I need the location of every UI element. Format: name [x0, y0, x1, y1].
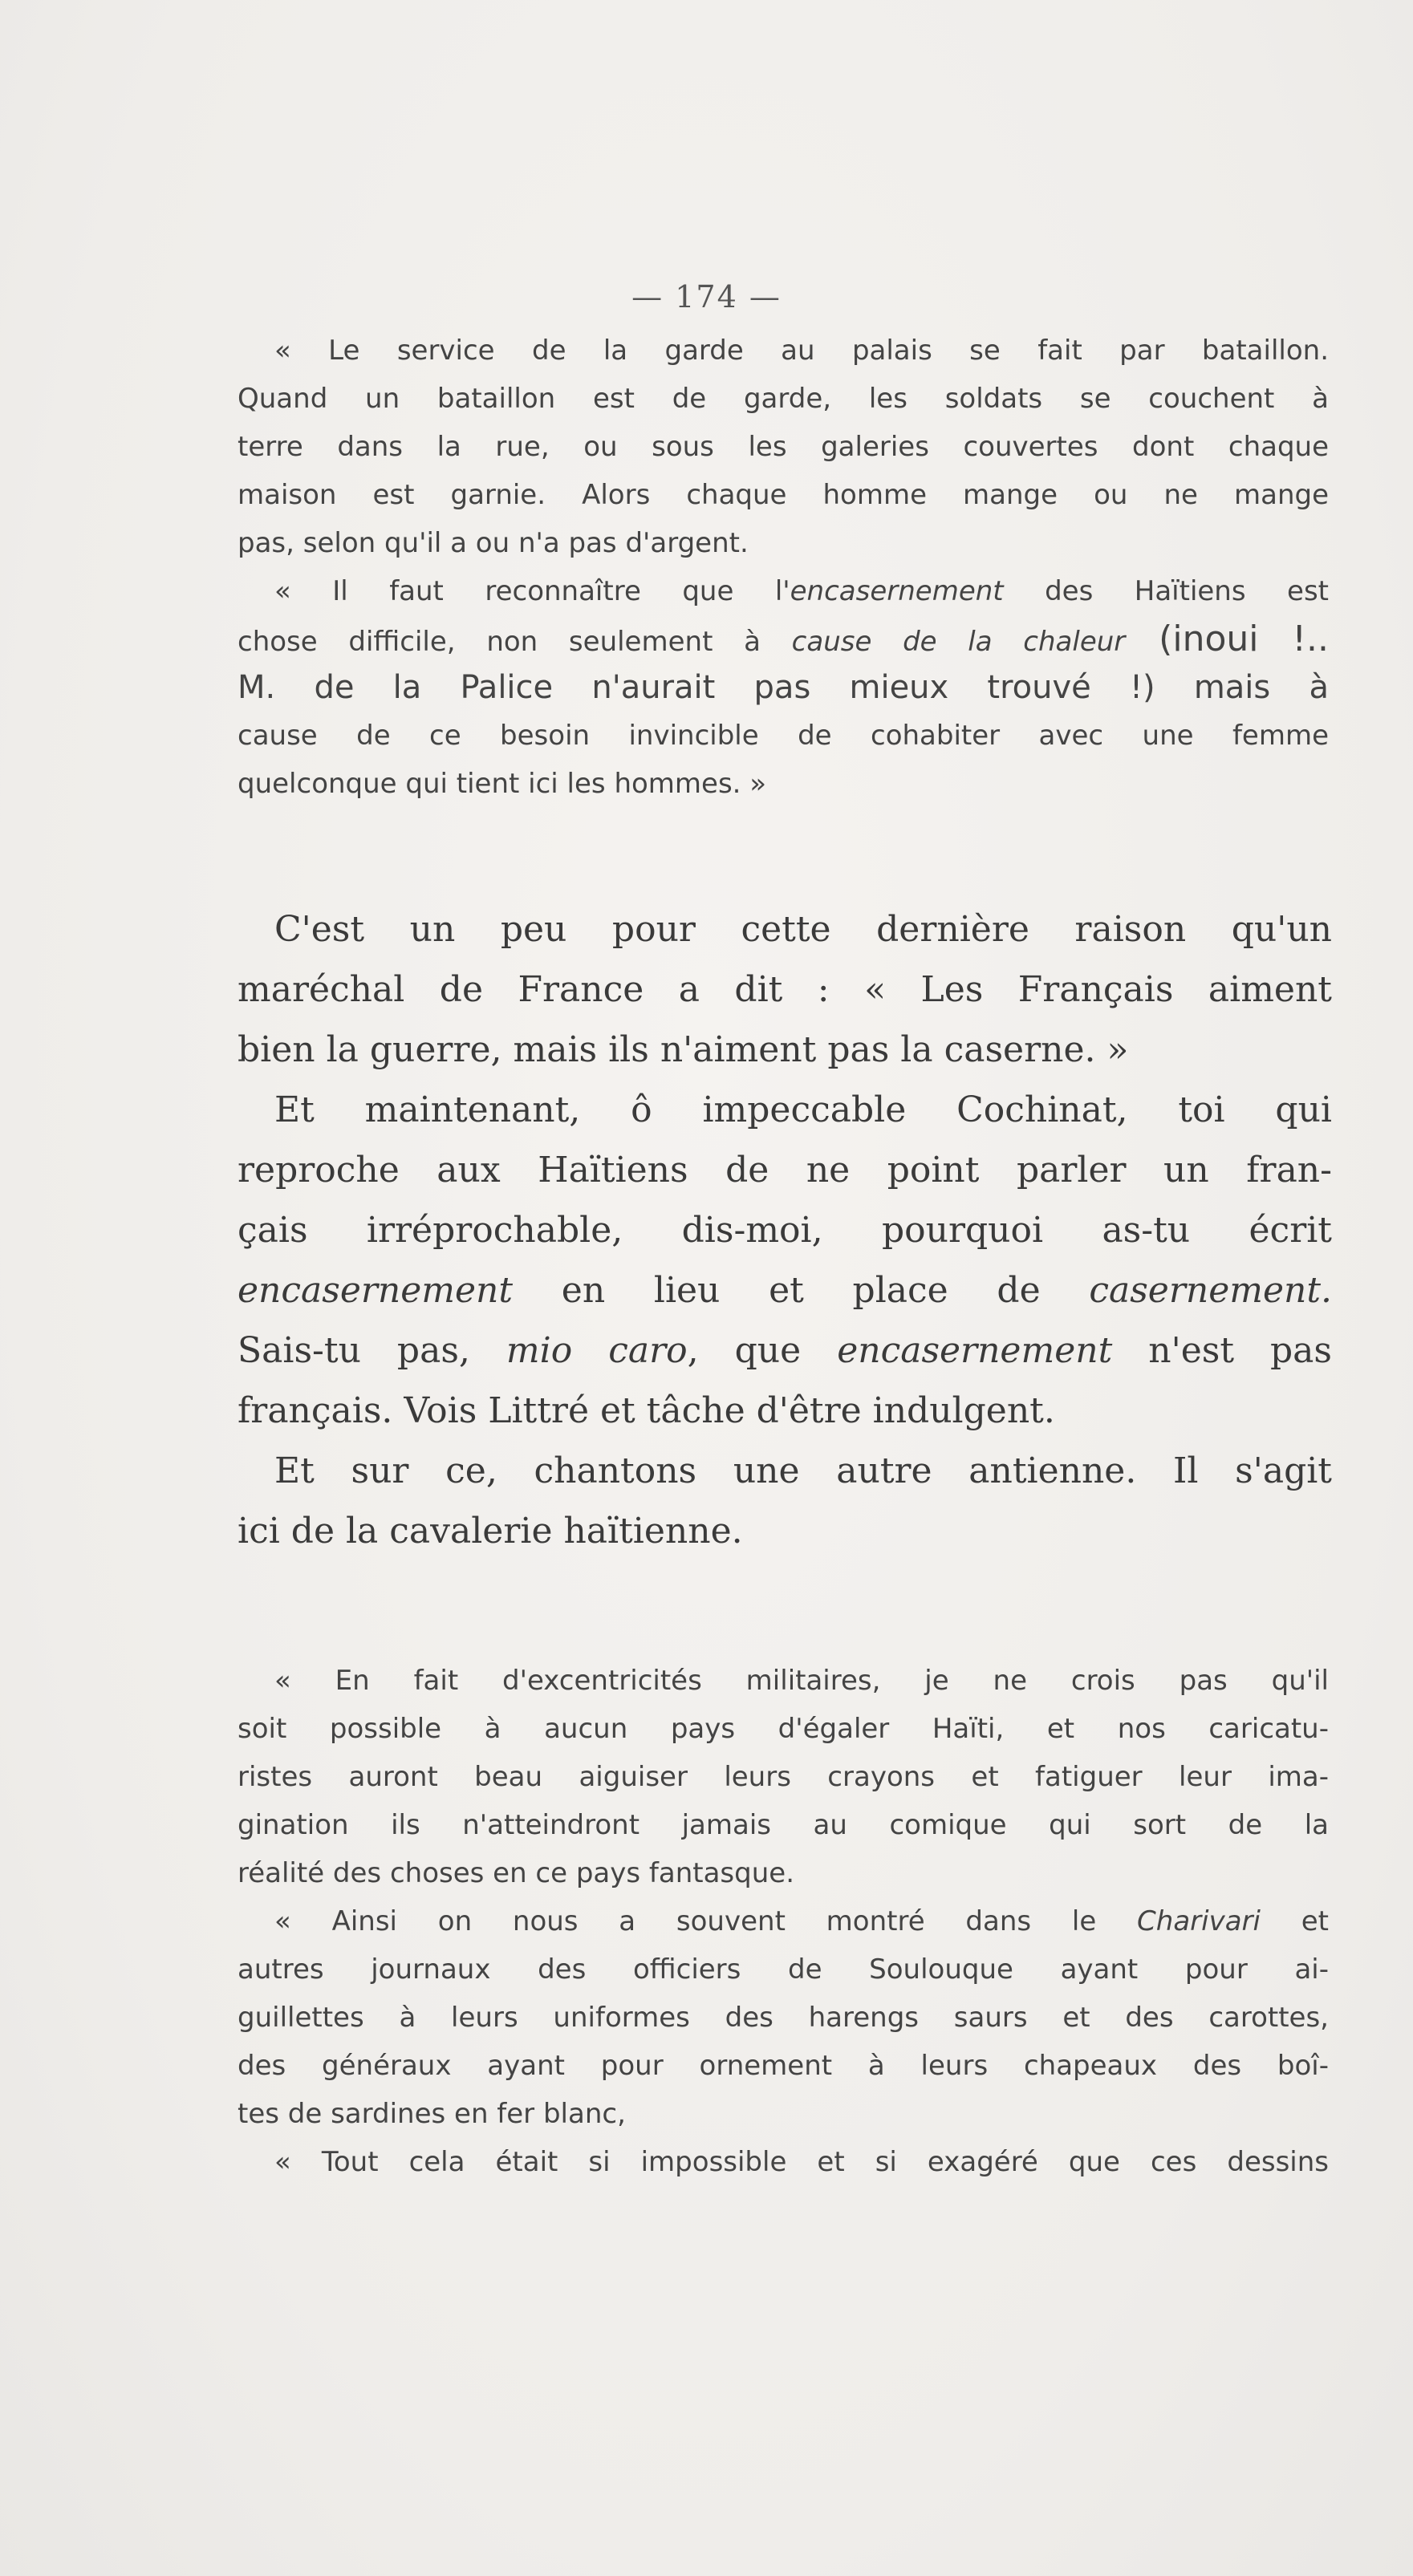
text-line: quelconque qui tient ici les hommes. » [238, 768, 767, 800]
text-line: Et maintenant, ô impeccable Cochinat, toi qui [274, 1089, 1332, 1130]
text-line: français. Vois Littré et tâche d'être indulgent. [238, 1390, 1055, 1431]
text-line: autres journaux des officiers de Soulouque ayant pour ai- [238, 1953, 1329, 1986]
text-line: terre dans la rue, ou sous les galeries couvertes dont chaque [238, 431, 1329, 463]
text-line: guillettes à leurs uniformes des harengs saurs et des carottes, [238, 2002, 1329, 2034]
text-line: çais irréprochable, dis-moi, pourquoi as-tu écrit [238, 1210, 1332, 1251]
text-line: chose difficile, non seulement à cause de la chaleur (inoui !.. [238, 619, 1329, 659]
text-line: reproche aux Haïtiens de ne point parler un fran- [238, 1150, 1332, 1191]
text-line-palice: M. de la Palice n'aurait pas mieux trouvé !) mais à [238, 669, 1329, 706]
text-line [238, 666, 1329, 711]
text-line: encasernement en lieu et place de casernement. [238, 1270, 1332, 1311]
text-line: « Tout cela était si impossible et si exagéré que ces dessins [274, 2146, 1329, 2178]
text-line: Et sur ce, chantons une autre antienne. Il s'agit [274, 1450, 1332, 1491]
text-line: ici de la cavalerie haïtienne. [238, 1511, 743, 1552]
text-line: réalité des choses en ce pays fantasque. [238, 1857, 794, 1889]
text-line: tes de sardines en fer blanc, [238, 2098, 626, 2130]
text-line: des généraux ayant pour ornement à leurs chapeaux des boî- [238, 2050, 1329, 2082]
text-line: Sais-tu pas, mio caro, que encasernement n'est pas [238, 1330, 1332, 1371]
text-line: cause de ce besoin invincible de cohabiter avec une femme [238, 720, 1329, 752]
page-number: — 174 — [631, 279, 782, 314]
text-line: C'est un peu pour cette dernière raison qu'un [274, 909, 1332, 950]
text-line: maison est garnie. Alors chaque homme mange ou ne mange [238, 479, 1329, 511]
text-line: Quand un bataillon est de garde, les soldats se couchent à [238, 383, 1329, 415]
text-line: « Le service de la garde au palais se fait par bataillon. [274, 335, 1329, 367]
text-line: gination ils n'atteindront jamais au comique qui sort de la [238, 1809, 1329, 1841]
text-line: soit possible à aucun pays d'égaler Haïti, et nos caricatu- [238, 1713, 1329, 1745]
text-line: « En fait d'excentricités militaires, je ne crois pas qu'il [274, 1665, 1329, 1697]
text-line: bien la guerre, mais ils n'aiment pas la caserne. » [238, 1029, 1129, 1070]
text-line: pas, selon qu'il a ou n'a pas d'argent. [238, 527, 749, 559]
text-line: « Il faut reconnaître que l'encasernement des Haïtiens est [274, 575, 1329, 607]
text-line: maréchal de France a dit : « Les Français aiment [238, 969, 1332, 1010]
text-line: ristes auront beau aiguiser leurs crayons et fatiguer leur ima- [238, 1761, 1329, 1793]
text-line: « Ainsi on nous a souvent montré dans le Charivari et [274, 1905, 1329, 1937]
